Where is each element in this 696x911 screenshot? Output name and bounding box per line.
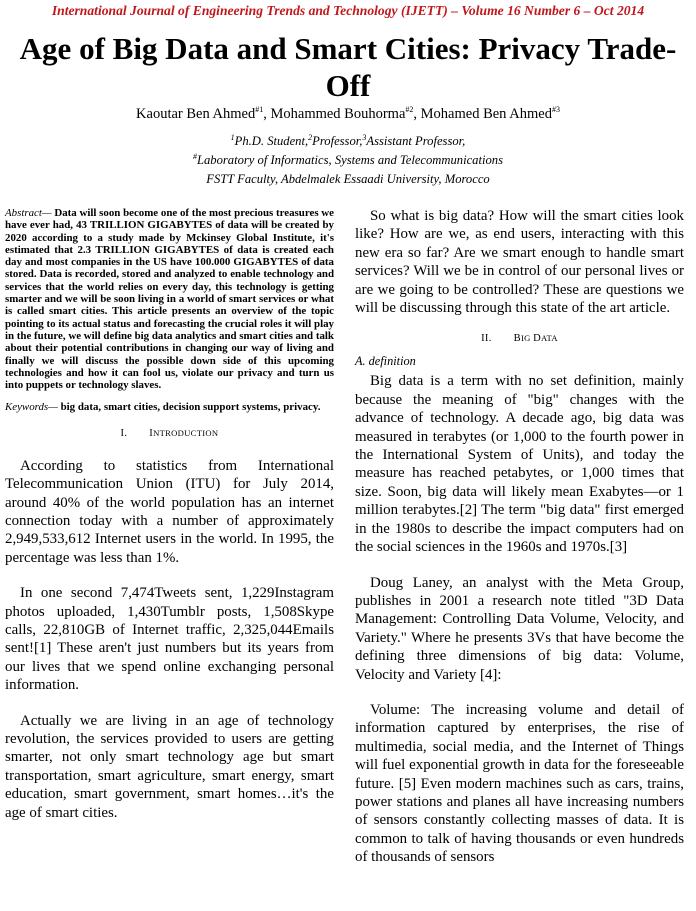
- body-paragraph: In one second 7,474Tweets sent, 1,229Instagram photos uploaded, 1,430Tumblr posts, 1,508Skype calls, 22,810GB of Internet traffic, 2,325,044Emails sent![1] These aren't just numbers but its years from our lives that we spend online exchanging personal information.: [5, 585, 334, 694]
- abstract: [5, 207, 334, 391]
- role-mark: 1: [230, 132, 235, 142]
- role-text: Professor,: [312, 134, 363, 148]
- affiliation-faculty: FSTT Faculty, Abdelmalek Essaadi University, Morocco: [206, 172, 490, 186]
- section-rest: NTRODUCTION: [153, 427, 219, 438]
- keywords-label: Keywords—: [5, 401, 58, 414]
- section-cap: B: [513, 333, 521, 345]
- role-mark: 2: [308, 132, 313, 142]
- section-cap: D: [533, 333, 541, 345]
- body-paragraph: Doug Laney, an analyst with the Meta Group, publishes in 2001 a research note titled "3D Data Management: Controlling Data Volume, Velocity, and Variety." Where he presents 3Vs that have become the defining three dimensions of big data: Volume, Velocity and Variety [4]:: [355, 574, 684, 683]
- author-roles: [0, 134, 696, 149]
- paper-title: Age of Big Data and Smart Cities: Privacy Trade-Off: [19, 31, 677, 103]
- lab-mark: #: [193, 151, 197, 161]
- abstract-text: Data will soon become one of the most precious treasures we have ever had, 43 TRILLION GIGABYTES of data will be created by 2020 according to a study made by Mckinsey Global Institute, it's estimated that 2.3 TRILLION GIGABYTES of data is created each day and most companies in the US have 100.000 GIGABYTES of data stored. Data is recorded, stored and analyzed to enable technology and services that the world relies on every day, this technology is getting smarter and we will be soon living in a world of smart services or what is called smart cities. This article presents an overview of the topic pointing to its actual status and forecasting the crucial roles it will play in the future, we will define big data analytics and smart cities and talk about their potential contributions in changing our way of living and finally we will discuss the possible down side of this upcoming technologies and how it can fool us, violate our privacy and turn us into puppets or technology slaves.: [5, 207, 334, 392]
- journal-header: International Journal of Engineering Trends and Technology (IJETT) – Volume 16 Number 6 – Oct 2014: [51, 3, 645, 18]
- body-paragraph: So what is big data? How will the smart cities look like? How are we, as end users, interacting with this new era so far? Are we smart enough to handle smart services? Will we be in control of our personal lives or are we going to be controlled? These are questions we will be discussing through this state of the art article.: [355, 208, 684, 317]
- author-mark: #1: [255, 105, 264, 115]
- role-mark: 3: [362, 132, 367, 142]
- author-mark: #2: [405, 105, 414, 115]
- affiliation-lab: [0, 153, 696, 168]
- role-text: Ph.D. Student,: [234, 134, 309, 148]
- body-paragraph: According to statistics from International Telecommunication Union (ITU) for July 2014, around 40% of the world population has an internet connection today with a number of approximately 2,949,533,612 Internet users in the world. In 1995, the percentage was less than 1%.: [5, 457, 334, 566]
- body-paragraph: Big data is a term with no set definition, mainly because the meaning of "big" changes with the advance of technology. A decade ago, big data was measured in terabytes (or 1,000 to the fourth power in the International System of Units), and today the measure has reached petabytes, or 1,000 times that size. Soon, big data will likely mean Exabytes—or 1 million terabytes.[2] The term "big data" first emerged in the 1980s to describe the impact computers had on the social sciences in the 1960s and 1970s.[3]: [355, 373, 684, 556]
- keywords-text: big data, smart cities, decision support systems, privacy.: [57, 401, 321, 414]
- author-mark: #3: [551, 105, 560, 115]
- section-number: I.: [120, 427, 128, 439]
- author-name: Mohammed Bouhorma: [270, 106, 406, 122]
- left-column: [5, 207, 334, 822]
- section-mid: IG: [520, 333, 534, 344]
- body-paragraph: Actually we are living in an age of technology revolution, the services provided to users are getting smarter, not only smart technology age but smart transportation, smart agriculture, smart energy, smart education, smart government, smart homes…it's the age of smart cities.: [5, 712, 334, 821]
- section-number: II.: [481, 333, 492, 345]
- right-column: [355, 207, 684, 867]
- subsection-heading: A. definition: [355, 354, 416, 369]
- role-text: Assistant Professor,: [366, 134, 466, 148]
- section-heading-big-data: [355, 333, 684, 344]
- lab-text: Laboratory of Informatics, Systems and Telecommunications: [197, 153, 503, 167]
- section-cap: I: [149, 427, 154, 439]
- keywords: [5, 401, 334, 413]
- abstract-label: Abstract—: [5, 207, 52, 219]
- body-paragraph: Volume: The increasing volume and detail of information captured by enterprises, the rise of multimedia, social media, and the Internet of Things will fuel exponential growth in data for the foreseeable future. [5] Even modern machines such as cars, trains, power stations and planes all have increasing numbers of sensors constantly collecting masses of data. It is common to talk of having thousands or even hundreds of thousands of sensors: [355, 701, 684, 866]
- section-rest: ATA: [540, 333, 558, 344]
- author-name: Mohamed Ben Ahmed: [420, 106, 552, 122]
- author-list: Kaoutar Ben Ahmed$^{\#1}$, Mohammed Bouhorma$^{\#2}$, Mohamed Ben Ahmed$^{\#3}$: [136, 105, 560, 122]
- author-name: Kaoutar Ben Ahmed: [136, 106, 256, 122]
- section-heading-introduction: [5, 428, 334, 439]
